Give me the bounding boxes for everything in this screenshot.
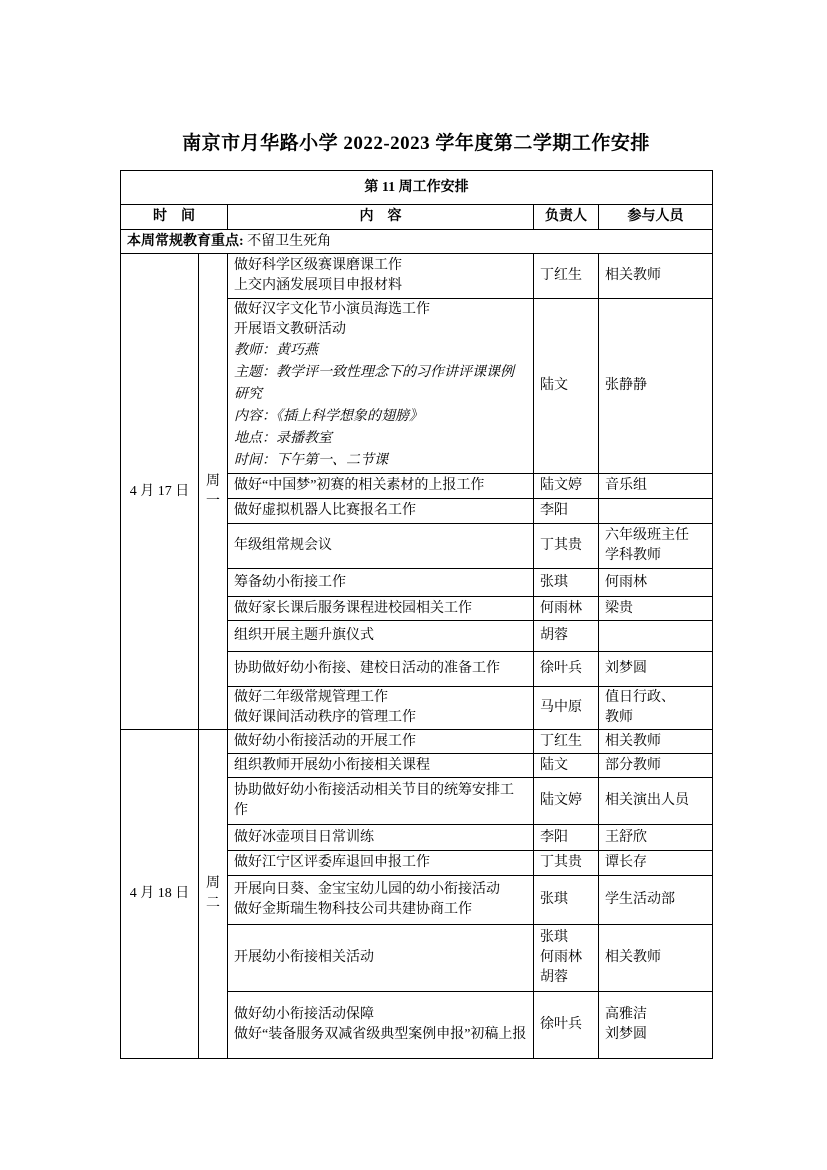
participant-name: 张静静 — [605, 378, 647, 393]
lead-cell — [534, 730, 599, 754]
content-cell — [228, 597, 534, 621]
content-cell — [228, 754, 534, 778]
focus-row — [121, 230, 713, 254]
document-content — [120, 0, 712, 1059]
weekday-char: 一 — [206, 493, 220, 509]
weekday-char: 周 — [206, 876, 220, 891]
participants-cell — [599, 524, 713, 569]
participant-name: 高雅洁 — [605, 1007, 647, 1022]
participant-name: 六年级班主任 — [605, 528, 689, 543]
lead-name: 马中原 — [540, 700, 582, 715]
lead-cell — [534, 851, 599, 876]
table-row — [121, 254, 713, 299]
lead-name: 徐叶兵 — [540, 1017, 582, 1032]
lead-name: 丁红生 — [540, 733, 582, 749]
header-content: 内 容 — [228, 205, 534, 230]
lead-cell — [534, 569, 599, 597]
participant-name: 相关教师 — [605, 733, 661, 749]
participant-name: 相关教师 — [605, 950, 661, 965]
participants-cell — [599, 474, 713, 499]
lead-name: 陆文 — [540, 378, 568, 393]
date-cell: 4 月 18 日 — [121, 730, 199, 1059]
weekday-cell — [199, 254, 228, 730]
header-row — [121, 205, 713, 230]
header-lead: 负责人 — [534, 205, 599, 230]
content-cell — [228, 730, 534, 754]
lead-cell — [534, 876, 599, 925]
lead-cell — [534, 597, 599, 621]
focus-label: 本周常规教育重点: — [127, 233, 244, 249]
lead-cell — [534, 524, 599, 569]
task-text: 做好课间活动秩序的管理工作 — [234, 710, 416, 725]
header-time: 时 间 — [121, 205, 228, 230]
lead-cell — [534, 754, 599, 778]
participants-cell — [599, 925, 713, 992]
task-text: 做好虚拟机器人比赛报名工作 — [234, 503, 416, 518]
lead-name: 李阳 — [540, 829, 568, 845]
week-title: 第 11 周工作安排 — [121, 171, 713, 205]
week-title-row — [121, 171, 713, 205]
participant-name: 音乐组 — [605, 478, 647, 493]
task-text: 上交内涵发展项目申报材料 — [234, 278, 402, 293]
lead-name: 李阳 — [540, 503, 568, 518]
content-cell — [228, 499, 534, 524]
participants-cell — [599, 499, 713, 524]
lead-name: 胡蓉 — [540, 970, 568, 985]
focus-cell — [121, 230, 713, 254]
weekday-cell — [199, 730, 228, 1059]
content-cell — [228, 851, 534, 876]
task-text: 做好幼小衔接活动的开展工作 — [234, 733, 416, 749]
participant-name: 值日行政、 — [605, 690, 675, 705]
participant-name: 教师 — [605, 710, 633, 725]
participant-name: 何雨林 — [605, 574, 647, 590]
participant-name: 刘梦圆 — [605, 1027, 647, 1042]
participants-cell — [599, 597, 713, 621]
lead-name: 丁红生 — [540, 268, 582, 283]
content-cell — [228, 254, 534, 299]
lead-cell — [534, 299, 599, 474]
participant-name: 部分教师 — [605, 757, 661, 773]
lead-cell — [534, 825, 599, 851]
content-cell — [228, 925, 534, 992]
task-text: 协助做好幼小衔接、建校日活动的准备工作 — [234, 661, 500, 676]
weekday-char: 二 — [206, 896, 220, 911]
task-text: 做好汉字文化节小演员海选工作 — [234, 302, 430, 317]
lead-cell — [534, 925, 599, 992]
participant-name: 相关演出人员 — [605, 793, 689, 808]
participants-cell — [599, 992, 713, 1059]
lead-name: 徐叶兵 — [540, 661, 582, 676]
lead-name: 陆文 — [540, 757, 568, 773]
participant-name: 学科教师 — [605, 548, 661, 563]
participants-cell — [599, 299, 713, 474]
focus-value: 不留卫生死角 — [247, 233, 332, 249]
lead-cell — [534, 621, 599, 652]
lead-name: 张琪 — [540, 892, 568, 907]
participants-cell — [599, 825, 713, 851]
participants-cell — [599, 851, 713, 876]
task-detail-text: 教师：黄巧燕 — [234, 343, 318, 358]
participants-cell — [599, 254, 713, 299]
task-text: 协助做好幼小衔接活动相关节目的统筹安排工作 — [234, 783, 514, 818]
task-detail-text: 内容：《插上科学想象的翅膀》 — [234, 409, 423, 424]
lead-cell — [534, 254, 599, 299]
participants-cell — [599, 621, 713, 652]
date-cell: 4 月 17 日 — [121, 254, 199, 730]
participant-name: 王舒欣 — [605, 829, 647, 845]
task-text: 组织开展主题升旗仪式 — [234, 628, 374, 643]
task-text: 做好“中国梦”初赛的相关素材的上报工作 — [234, 478, 485, 493]
task-text: 开展向日葵、金宝宝幼儿园的幼小衔接活动 — [234, 882, 500, 897]
lead-name: 陆文婷 — [540, 793, 582, 808]
task-detail-text: 时间：下午第一、二节课 — [234, 453, 388, 468]
task-detail-text: 主题：教学评一致性理念下的习作讲评课课例研究 — [234, 365, 514, 402]
lead-name: 丁其贵 — [540, 538, 582, 553]
weekday-char: 周 — [206, 473, 220, 489]
content-cell — [228, 825, 534, 851]
content-cell — [228, 621, 534, 652]
participant-name: 梁贵 — [605, 600, 633, 616]
content-cell — [228, 992, 534, 1059]
document-title: 南京市月华路小学 2022-2023 学年度第二学期工作安排 — [182, 133, 650, 154]
participants-cell — [599, 876, 713, 925]
content-cell — [228, 524, 534, 569]
task-text: 做好冰壶项目日常训练 — [234, 829, 374, 845]
participant-name: 谭长存 — [605, 855, 647, 870]
schedule-table — [120, 170, 713, 1059]
task-text: 做好二年级常规管理工作 — [234, 690, 388, 705]
content-cell — [228, 299, 534, 474]
participants-cell — [599, 687, 713, 730]
task-text: 开展语文教研活动 — [234, 322, 346, 337]
lead-cell — [534, 499, 599, 524]
lead-name: 张琪 — [540, 574, 568, 590]
lead-cell — [534, 992, 599, 1059]
task-text: 做好“装备服务双减省级典型案例申报”初稿上报 — [234, 1027, 527, 1042]
table-row — [121, 730, 713, 754]
lead-cell — [534, 652, 599, 687]
task-text: 组织教师开展幼小衔接相关课程 — [234, 757, 430, 773]
participants-cell — [599, 652, 713, 687]
participant-name: 刘梦圆 — [605, 661, 647, 676]
lead-name: 陆文婷 — [540, 478, 582, 493]
lead-cell — [534, 687, 599, 730]
participant-name: 相关教师 — [605, 268, 661, 283]
task-text: 开展幼小衔接相关活动 — [234, 950, 374, 965]
task-text: 筹备幼小衔接工作 — [234, 574, 346, 590]
content-cell — [228, 569, 534, 597]
content-cell — [228, 876, 534, 925]
content-cell — [228, 652, 534, 687]
content-cell — [228, 687, 534, 730]
lead-name: 何雨林 — [540, 950, 582, 965]
task-text: 做好金斯瑞生物科技公司共建协商工作 — [234, 902, 472, 917]
participants-cell — [599, 730, 713, 754]
task-text: 做好科学区级赛课磨课工作 — [234, 258, 402, 273]
lead-name: 胡蓉 — [540, 628, 568, 643]
task-detail-text: 地点：录播教室 — [234, 431, 332, 446]
lead-cell — [534, 778, 599, 825]
lead-name: 何雨林 — [540, 600, 582, 616]
header-participants: 参与人员 — [599, 205, 713, 230]
lead-cell — [534, 474, 599, 499]
content-cell — [228, 778, 534, 825]
content-cell — [228, 474, 534, 499]
participants-cell — [599, 754, 713, 778]
lead-name: 丁其贵 — [540, 855, 582, 870]
task-text: 做好幼小衔接活动保障 — [234, 1007, 374, 1022]
participants-cell — [599, 778, 713, 825]
lead-name: 张琪 — [540, 930, 568, 945]
task-text: 做好家长课后服务课程进校园相关工作 — [234, 600, 472, 616]
task-text: 年级组常规会议 — [234, 538, 332, 553]
schedule-rows — [121, 254, 713, 1059]
participant-name: 学生活动部 — [605, 892, 675, 907]
participants-cell — [599, 569, 713, 597]
task-text: 做好江宁区评委库退回申报工作 — [234, 855, 430, 870]
